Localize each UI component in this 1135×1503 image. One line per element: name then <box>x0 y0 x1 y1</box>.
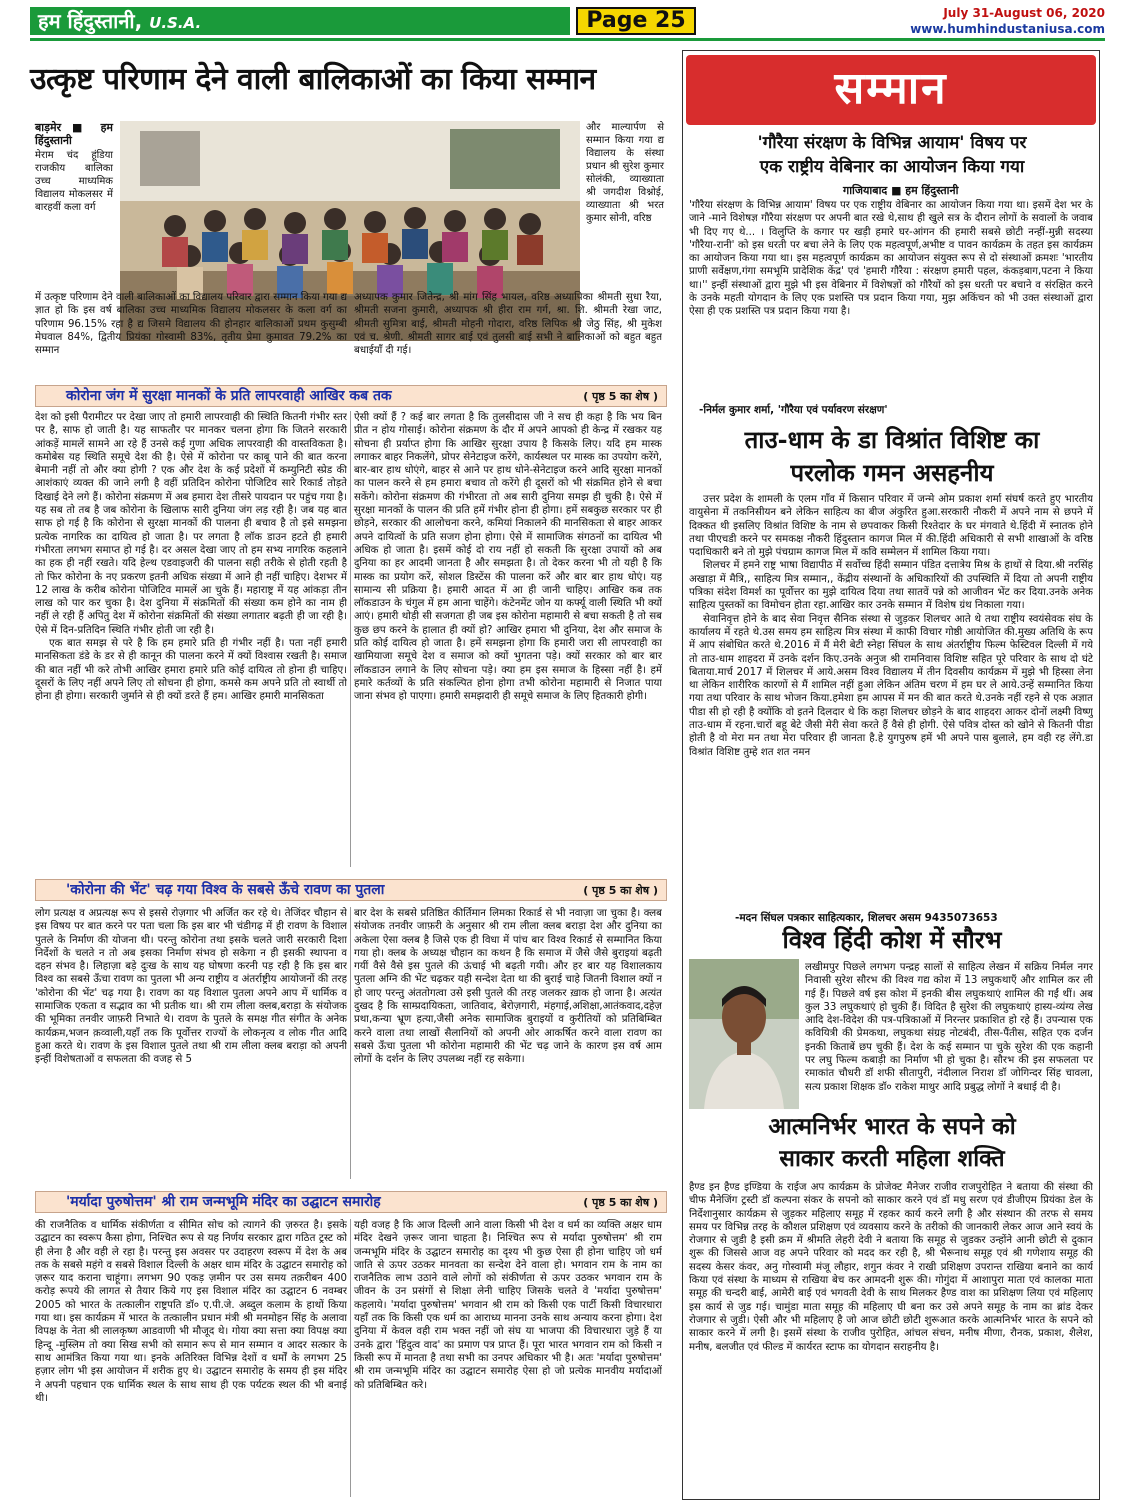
corona-paragraph-2: एक बात समझ से परे है कि हम हमारे प्रति ही गंभीर नहीं है। पता नहीं हमारी मानसिकता डंडे के डर से ही कानून की पालना करने में क्यों विश्वास रखती है। समाज की बात नहीं भी करे तोभी आखिर हमारा हमारे प्रति कोई दायित्व तो होना ही चाहिए। दूसरों के लिए नहीं अपने लिए तो सोचना ही होगा, कमसे कम अपने प्रति तो स्वार्थी तो होना ही होगा। सरकारी जुर्माने से ही क्यों डरते हैं हम। आखिर हमारी मानसिकता <box>35 638 347 703</box>
mahila-body: हैण्ड इन हैण्ड इण्डिया के राईज अप कार्यक्रम के प्रोजेक्ट मैनेजर राजीव राजपुरोहित ने बताया की संस्था की चीफ मैनेजिंग ट्रस्टी डॉ कल्पना संकर के सपनो को साकार करने एवं डॉ मधु सरण एवं डीजीएम प्रियंका डेल के निर्देशानुसार कार्यक्रम से जुड़कर महिलाए समूह में रहकर कार्य करने लगी है और संस्थान की तरफ से समय समय पर विभिन्न तरह के कौशल प्रशिक्षण एवं व्यवसाय करने के तरीको की जानकारी लेकर आज आने स्वयं के रोजगार से जुडी है इसी क्रम में श्रीमति लेहरी देवी ने बताया कि समूह से जुडकर उन्होंने आनी छोटी से दुकान शुरू की जिससे आज वह अपने परिवार को मदद कर रही है, श्री भैरूनाथ समूह एवं श्री गणेशाय समूह की सदस्य केसर कंवर, अनु गोस्वामी मंजू लौहार, शगुन कंवर ने राखी प्रशिक्षण उपरान्त राखिया बनाने का कार्य किया एवं संस्था के माध्यम से राखिया बेच कर आमदनी शुरू की। गोगुंदा में आशापुरा माता एवं कालका माता समूह की चन्दरी बाई, आमेरी बाई एवं भगवती देवी के साथ मिलकर हैण्ड वाश का प्रशिक्षण लिया एवं महिलाए इस कार्य से जुड गई। चामुंडा माता समूह की महिलाए घी बना कर उसे अपने समूह के नाम का ब्रांड देकर रोजगार से जुडी। ऐसी और भी महिलाए है जो आज छोटी छोटी शुरूआत करके आत्मनिर्भर भारत के सपने को साकार करने में लगी है। इसमें संस्था के राजीव पुरोहित, आंचल संचन, मनीष मीणा, रौनक, प्रकाश, शैलेश, मनीष, बलजीत एवं फील्ड में कार्यरत स्टाफ का योगदान सराहनीय है। <box>689 1182 1093 1353</box>
goraiya-dateline: गाजियाबाद ■ हम हिंदुस्तानी <box>843 184 959 197</box>
portrait-image <box>689 959 799 1109</box>
tau-headline-line2: परलोक गमन असहनीय <box>790 458 994 487</box>
issue-date: July 31-August 06, 2020 <box>943 6 1105 20</box>
tau-paragraph-2: शिलचर में हमने राष्ट्र भाषा विद्यापीठ में सर्वोच्च हिंदी सम्मान पंडित दत्तात्रेय मिश्र के हाथों से दिया.श्री नरसिंह अखाड़ा में मैत्रि,, साहित्य मित्र सम्मान,, केंद्रीय संस्थानों के अधिकारियों की उपस्थिति में दिया तो अपनी राष्ट्रीय पत्रिका संदेश विमर्श का पूर्वोत्तर का मुझे दायित्व दिया तथा सातवें पन्ने को आजीवन भेंट कर दिया.उनके अनेक साहित्य पुस्तकों का विमोचन होता रहा.आखिर कार उनके सम्मान में विशेष ग्रंथ निकाला गया। <box>689 560 1093 612</box>
lead-headline: उत्कृष्ट परिणाम देने वाली बालिकाओं का किया सम्मान <box>30 62 596 97</box>
mandir-body-col2: यही वजह है कि आज दिल्ली आने वाला किसी भी देश व धर्म का व्यक्ति अक्षर धाम मंदिर देखने ज़रूर जाना चाहता है। निश्चित रूप से मर्यादा पुरुषोत्तम' श्री राम जन्मभूमि मंदिर के उद्घाटन समारोह का दृश्य भी कुछ ऐसा ही होना चाहिए जो धर्म जाति से ऊपर उठकर मानवता का सन्देश देने वाला हो। भगवान राम के नाम का राजनैतिक लाभ उठाने वाले लोगों को संकीर्णता से ऊपर उठकर भगवान राम के जीवन के उन प्रसंगों से शिक्षा लेनी चाहिए जिसके चलते वे 'मर्यादा पुरुषोत्तम' कहलाये। 'मर्यादा पुरुषोत्तम' भगवान श्री राम को किसी एक पार्टी किसी विचारधारा यहाँ तक कि किसी एक धर्म का आराध्य मानना उनके साथ अन्याय करना होगा। देश दुनिया में केवल वही राम भक्त नहीं जो संघ या भाजपा की विचारधारा जुड़े हैं या उनके द्वारा 'हिंदुत्व वाद' का प्रमाण पत्र प्राप्त हैं। पूरा भारत भगवान राम को किसी न किसी रूप में मानता है तथा सभी का उनपर अधिकार भी है। अतः 'मर्यादा पुरुषोत्तम' श्री राम जन्मभूमि मंदिर का उद्घाटन समारोह ऐसा हो जो प्रत्येक मानवीय मर्यादाओं को प्रतिबिम्बित करे। <box>354 1220 662 1391</box>
corona-continued-label: ( पृष्ठ 5 का शेष ) <box>583 390 658 403</box>
lead-body-left: में उत्कृष्ट परिणाम देने वाली बालिकाओं का विद्यालय परिवार द्वारा सम्मान किया गया द्य ज्ञात हो कि इस वर्ष बालिका उच्च माध्यमिक विद्यालय मोकलसर के कला वर्ग का परिणाम 96.15% रहा है द्य जिसमे विद्यालय की होनहार बालिकाओं प्रथम कुसुम्बी मेघवाल 84%, द्वितीय प्रियंका गोस्वामी 83%, तृतीय प्रेमा कुमावत 79.2% का सम्मान <box>35 292 347 357</box>
page-number: Page 25 <box>576 7 696 35</box>
masthead <box>10 4 1125 38</box>
column-divider <box>350 1219 351 1497</box>
ravan-body-col2: बार देश के सबसे प्रतिष्ठित कीर्तिमान लिमका रिकार्ड से भी नवाज़ा जा चुका है। क्लब संयोजक तनवीर जाफ़री के अनुसार श्री राम लीला क्लब बराड़ा देश और दुनिया का अकेला ऐसा क्लब है जिसे एक ही विधा में पांच बार विश्व रिकार्ड से सम्मानित किया गया हो। क्लब के अध्यक्ष चौहान का कथन है कि समाज में जैसे जैसे बुराइयां बढ़ती गयीं वैसे वैसे इस पुतले की ऊंचाई भी बढ़ती गयी। और हर बार यह विशालकाय पुतला अग्नि की भेंट चढ़कर यही सन्देश देता था की बुराई चाहे जितनी विशाल क्यों न हो जाए परन्तु अंततोगत्वा उसे इसी पुतले की तरह जलकर ख़ाक हो जाना है। अत्यंत दुखद है कि साम्प्रदायिकता, जातिवाद, बेरोज़गारी, मंहगाई,अशिक्षा,आतंकवाद,दहेज़ प्रथा,कन्या भ्रूण हत्या,जैसी अनेक सामाजिक बुराइयों व कुरीतियों को प्रतिबिम्बित करने वाला तथा लाखों सैलानियों को अपनी ओर आकर्षित करने वाला रावण का सबसे ऊँचा पुतला भी कोरोना महामारी की भेंट चढ़ जाने के कारण इस वर्ष आम लोगों के दर्शन के लिए उपलब्ध नहीं रह सकेगा। <box>354 908 662 1066</box>
lead-story-side: और माल्यार्पण से सम्मान किया गया द्य विद्यालय के संस्था प्रधान श्री सुरेश कुमार सोलंकी, व्याख्याता श्री जगदीश विश्नोई, व्याख्याता श्री भरत कुमार सोनी, वरिष्ठ <box>586 122 664 224</box>
goraiya-body: 'गौरैया संरक्षण के विभिन्न आयाम' विषय पर एक राष्ट्रीय वेबिनार का आयोजन किया गया था। इसमें देश भर के जाने -माने विशेषज्ञ गौरैया संरक्षण पर अपनी बात रखे थे,साथ ही खुले सत्र के दौरान लोगों के सवालों के जवाब भी दिए गए थे... । विलुप्ति के कगार पर खड़ी हमारे घर-आंगन की हमारी सबसे छोटी नन्हीं-मुन्नी सदस्या 'गौरैया-रानी' को इस धरती पर बचा लेने के लिए एक महत्वपूर्ण,अभीष्ट व पावन कार्यक्रम के तहत इस कार्यक्रम का आयोजन किया गया था। इस महत्वपूर्ण कार्यक्रम का आयोजन संयुक्त रूप से दो संस्थाओं क्रमशः 'भारतीय प्राणी सर्वेक्षण,गंगा समभूमि प्रादेशिक केंद्र' एवं 'हमारी गौरैया : संरक्षण हमारी पहल, कंकड़बाग,पटना ने किया था।'' इन्हीं संस्थाओं द्वारा मुझे भी इस वेबिनार में विशेषज्ञों को गौरैयों को इस धरती पर बचाने व संरक्षित करने के उनके महती योगदान के लिए एक प्रशस्ति पत्र प्रदान किया गया, मुझ अकिंचन को भी उक्त संस्थाओं द्वारा ऐसा ही एक प्रशस्ति पत्र प्रदान किया गया है। <box>689 200 1093 318</box>
mandir-continued-label: ( पृष्ठ 5 का शेष ) <box>583 1196 658 1209</box>
column-divider <box>350 411 351 867</box>
mahila-headline <box>691 1111 1093 1175</box>
corona-section-band <box>35 385 667 407</box>
goraiya-author: -निर्मल कुमार शर्मा, 'गौरैया एवं पर्यावरण संरक्षण' <box>699 404 888 416</box>
paper-name-text: हम हिंदुस्तानी, <box>38 9 143 33</box>
lead-story-intro <box>35 121 113 214</box>
tau-paragraph-1: उत्तर प्रदेश के शामली के एलम गाँव में किसान परिवार में जन्मे ओम प्रकाश शर्मा संघर्ष करते हुए भारतीय वायुसेना में तकनिसीयन बने लेकिन साहित्य का बीज अंकुरित हुआ.सरकारी नौकरी में अपने नाम से छपने में दिक्कत थी इसलिए विश्रांत विशिष्ट के नाम से छपवाकर किसी रिश्तेदार के घर मंगवाते थे.हिंदी में स्नातक होने तथा पीएचडी करने पर समकक्ष नौकरी हिंदुस्तान कागज मिल में की.हिंदी अधिकारी से सभी शाखाओं के वरिष्ठ पदाधिकारी बने तो मुझे पंचग्राम कागज मिल में कवि सम्मेलन में शामिल किया गया। <box>689 494 1093 559</box>
paper-name <box>30 7 570 35</box>
mandir-section-band <box>35 1191 667 1213</box>
corona-section-title: कोरोना जंग में सुरक्षा मानकों के प्रति लापरवाही आखिर कब तक <box>66 388 392 404</box>
mandir-body-col1: की राजनैतिक व धार्मिक संकीर्णता व सीमित सोच को त्यागने की ज़रुरत है। इसके उद्घाटन का स्वरूप कैसा होगा, निश्चित रूप से यह निर्णय सरकार द्वारा गठित ट्रस्ट को ही लेना है और वही ले रहा है। परन्तु इस अवसर पर उदाहरण स्वरूप में देश के अब तक के सबसे महंगे व सबसे विशाल दिल्ली के अक्षर धाम मंदिर के उद्घाटन समारोह को ज़रूर याद कराना चाहूंगा। लगभग 90 एकड़ ज़मीन पर उस समय तक़रीबन 400 करोड़ रूपये की लागत से तैयार किये गए इस विशाल मंदिर का उद्घाटन 6 नवम्बर 2005 को भारत के तत्कालीन राष्ट्रपति डॉ० ए.पी.जे. अब्दुल कलाम के हाथों किया गया था। इस कार्यक्रम में भारत के तत्कालीन प्रधान मंत्री श्री मनमोहन सिंह के अलावा विपक्ष के नेता श्री लालकृष्ण आडवाणी भी मौजूद थे। गोया क्या सत्ता क्या विपक्ष क्या हिन्दू -मुस्लिम तो क्या सिख सभी को समान रूप से मान सम्मान व आदर सत्कार के साथ आमंत्रित किया गया था। इनके अतिरिक्त विभिन्न देशों व धर्मों के लगभग 25 हज़ार लोग भी इस आयोजन में शरीक हुए थे। उद्घाटन समारोह के समय ही इस मंदिर ने अपनी पहचान एक धार्मिक स्थल के साथ साथ ही एक पर्यटक स्थल की भी बनाई थी। <box>35 1220 347 1404</box>
samman-column <box>682 50 1100 1500</box>
tau-author: -मदन सिंघल पत्रकार साहित्यकार, शिलचर असम 9435073653 <box>735 912 998 924</box>
ravan-section-title: 'कोरोना की भेंट' चढ़ गया विश्व के सबसे ऊँचे रावण का पुतला <box>66 882 385 898</box>
masthead-rule <box>30 38 1105 41</box>
samman-banner <box>686 55 1096 125</box>
tau-paragraph-3: सेवानिवृत्त होने के बाद सेवा निवृत्त सैनिक संस्था से जुड़कर शिलचर आते थे तथा राष्ट्रीय स्वयंसेवक संघ के कार्यालय में रहते थे.उस समय हम साहित्य मित्र संस्था में काफी विचार गोष्ठी आयोजित की.मुख्य अतिथि के रूप में आप संबोधित करते थे.2016 में मैं मेरी बेटी स्नेहा सिंघल के साथ अंतर्राष्ट्रीय फिल्म फेस्टिवल दिल्ली में गये तो ताउ-धाम शाहदरा में उनके दर्शन किए.उनके अनुज श्री रामनिवास विशिष्ट सहित पूरे परिवार के साथ दो घंटे बिताया.मार्च 2017 में शिलचर में आये.असम विश्व विद्यालय में तीन दिवसीय कार्यक्रम में मुझे भी हिस्सा लेना था लेकिन शारीरिक कारणों से मैं शामिल नहीं हुआ लेकिन अंतिम चरण में हम घर ले आये.उन्हें सम्मानित किया गया तथा परिवार के साथ भोजन किया.हमेशा हम आपस में मन की बात करते थे.उनके नहीं रहने से एक अज्ञात पीडा सी हो रही है क्योंकि वो इतने दिलदार थे कि कहा शिलचर छोड़ने के बाद शाहदरा आकर दोनों लक्ष्मी विष्णु ताउ-धाम में रहना.चारों बहू बेटे जैसी मेरी सेवा करते हैं वैसे ही होगी. ऐसे पवित्र दोस्त को खोने से कितनी पीडा होती है वो मेरा मन तथा मेरा परिवार ही जानता है.हे युगपुरुष हमें भी अपने पास बुलाले, हम वही रह लेंगे.डा विश्रांत विशिष्ट तुम्हे शत शत नमन <box>689 613 1093 758</box>
tau-body <box>689 493 1093 939</box>
author-portrait <box>689 959 799 1109</box>
mahila-headline-line2: साकार करती महिला शक्ति <box>779 1145 1005 1172</box>
kosh-body: लखीमपुर पिछले लगभग पन्द्रह सालों से साहित्य लेखन में सक्रिय निर्मल नगर निवासी सुरेश सौरभ की विश्व गद्य कोश में 13 लघुकथाएँ और शामिल कर ली गई हैं। पिछले वर्ष इस कोश में इनकी बीस लघुकथाएं शामिल की गईं थीं। अब कुल 33 लघुकथाएं हो चुकी हैं। विदित है सुरेश की लघुकथाएं हास्य-व्यंग्य लेख आदि देश-विदेश की पत्र-पत्रिकाओं में निरन्तर प्रकाशित हो रहे हैं। उपन्यास एक कवियित्री की प्रेमकथा, लघुकथा संग्रह नोटबंदी, तीस-पैंतीस, सहित एक दर्जन इनकी किताबें छप चुकी हैं। देश के कई सम्मान पा चुके सुरेश की एक कहानी पर लघु फिल्म कबाड़ी का निर्माण भी हो चुका है। सौरभ की इस सफलता पर रमाकांत चौधरी डॉ शफी सीतापुरी, नंदीलाल निराश डॉ जोगिन्दर सिंह चावला, सत्य प्रकाश शिक्षक डॉ० राकेश माथुर आदि प्रबुद्ध लोगों ने बधाई दी है। <box>805 962 1093 1093</box>
corona-paragraph-1: देश को इसी पैरामीटर पर देखा जाए तो हमारी लापरवाही की स्थिति कितनी गंभीर स्तर पर है, साफ हो जाती है। यह साफतौर पर मानकर चलना होगा कि जितने सरकारी आंकड़ें मामलें सामने आ रहे हैं उनसे कई गुणा अधिक लापरवाही की वास्तविकता है। कमोबेस यह स्थिति समूचे देश की है। ऐसे में कोरोना पर काबू पाने की बात करना बेमानी नहीं तो और क्या होगी ? एक और देश के कई प्रदेशों में कम्युनिटी स्प्रेड की आशंकाएं व्यक्त की जाने लगी है वहीं प्रतिदिन कोरोना पोजिटिव सारे रिकार्ड तोड़ते दिखाई देने लगे हैं। कोरोना संक्रमण में अब हमारा देश तीसरे पायदान पर पहुंच गया है। यह सब तो तब है जब कोरोना के खिलाफ सारी दुनिया जंग लड़ रही है। जब यह बात साफ हो गई है कि कोरोना से सुरक्षा मानकों की पालना ही बचाव है तो इसे समझना प्रत्येक नागरिक का दायित्व हो जाता है। पर लगता है लॉक डाउन हटते ही हमारी गंभीरता लगभग समाप्त हो गई है। दर असल देखा जाए तो हम सभ्य नागरिक कहलाने का हक ही नहीं रखते। यदि हेल्थ एडवाइजरी की पालना सही तरीके से होती रहती है तो फिर कोरोना के नए प्रकरण इतनी अधिक संख्या में आने ही नहीं चाहिए। देशभर में 12 लाख के करीब कोरोना पोजिटिव मामलें आ चुके हैं। महाराष्ट्र में यह आंकड़ा तीन लाख को पार कर चुका है। देश दुनिया में संक्रमितों की संख्या कम होने का नाम ही नहीं ले रही हैं अपितु देश में कोरोना संक्रमितों की संख्या लगातार बढ़ती ही जा रही है। ऐसे में दिन-प्रतिदिन स्थिति गंभीर होती जा रही है। <box>35 412 347 636</box>
website-link[interactable]: www.humhindustaniusa.com <box>910 22 1105 36</box>
ravan-continued-label: ( पृष्ठ 5 का शेष ) <box>583 884 658 897</box>
corona-body-col1 <box>35 411 347 867</box>
tau-headline <box>691 423 1093 489</box>
goraiya-headline-line2: एक राष्ट्रीय वेबिनार का आयोजन किया गया <box>759 157 1025 177</box>
goraiya-headline <box>691 131 1093 179</box>
goraiya-headline-line1: 'गौरैया संरक्षण के विभिन्न आयाम' विषय पर <box>757 133 1027 153</box>
left-column <box>30 55 668 1500</box>
mahila-headline-line1: आत्मनिर्भर भारत के सपने को <box>768 1113 1016 1140</box>
kosh-headline: विश्व हिंदी कोश में सौरभ <box>782 925 1002 954</box>
tau-headline-line1: ताउ-धाम के डा विश्रांत विशिष्ट का <box>744 425 1040 454</box>
lead-body-right: अध्यापक कुमार जितेन्द्र, श्री मांग सिंह भायल, वरिष्ठ अध्यापिका श्रीमती सुधा रैया, श्रीमती सजना कुमारी, अध्यापक श्री हीरा राम गर्ग, श्रा. शि. श्रीमती रेखा जाट, श्रीमती सुमित्रा बाई, श्रीमती मोहनी गोदारा, वरिष्ठ लिपिक श्री जेठु सिंह, श्री मुकेश एवं च. श्रेणी. श्रीमती सागर बाई एवं तुलसी बाई सभी ने बालिकाओं को बहुत बहुत बधाईयाँ दी गई। <box>354 292 662 357</box>
column-divider <box>350 907 351 1179</box>
corona-body-col2: ऐसी क्यों हैं ? कई बार लगता है कि तुलसीदास जी ने सच ही कहा है कि भय बिन प्रीत न होय गोसाई। कोरोना संक्रमण के दौर में अपने आपको ही केन्द्र में रखकर यह सोचना ही प्रर्याप्त होगा कि आखिर सुरक्षा उपाय है किसके लिए। यदि हम मास्क लगाकर बाहर निकलेंगे, प्रोपर सेनेटाइज करेंगे, कार्यस्थल पर मास्क का उपयोग करेंगे, बार-बार हाथ धोएंगे, बाहर से आने पर हाथ धोने-सेनेटाइज करने आदि सुरक्षा मानकों का पालन करने से हम हमारा बचाव तो करेंगे ही दूसरों को भी संक्रमित होने से बचा सकेंगे। कोरोना संक्रमण की गंभीरता तो अब सारी दुनिया समझ ही चुकी है। ऐसे में सुरक्षा मानकों के पालन की प्रति हमें गंभीर होना ही होगा। हमें सबकुछ सरकार पर ही छोड़ने, सरकार की आलोचना करने, कमियां निकालने की मानसिकता से बाहर आकर अपने दायित्वों के प्रति सजग होना होगा। ऐसे में सामाजिक संगठनों का दायित्व भी अधिक हो जाता है। इसमें कोई दो राय नहीं हो सकती कि सुरक्षा उपायों को अब दुनिया का हर आदमी जानता है और समझता है। तो देकर करना भी तो यही है कि मास्क का प्रयोग करें, सोशल डिस्टेंस की पालना करें और बार बार हाथ धोएं। यह सामान्य सी प्रक्रिया है। हमारी आदत में आ ही जानी चाहिए। आखिर कब तक लॉकडाउन के चंगुल में हम आना चाहेंगे। कंटेनमेंट जोन या कर्फ्यू वाली स्थिति भी क्यों आएं। हमारी थोड़ी सी सजगता ही जब इस कोरोना महामारी से बचा सकती है तो सब कुछ छप करने के हालात ही क्यों हो? आखिर हमारा भी दुनिया, देश और समाज के प्रति कोई दायित्व हो जाता है। हमें समझना होगा कि हमारी जरा सी लापरवाही का खामियाजा समूचे देश व समाज को क्यों भुगतना पड़े। क्यों सरकार को बार बार लॉकडाउन लगाने के लिए सोचना पड़े। क्या हम इस समाज के हिस्सा नहीं है। हमें हमारे कर्तव्यों के प्रति संकल्पित होना होगा तभी कोरोना महामारी से निजात पाया जाना संभव हो पाएगा। हमारी समझदारी ही समूचे समाज के लिए हितकारी होगी। <box>354 412 662 703</box>
lead-dateline: बाड़मेर ■ हम हिंदुस्तानी <box>35 121 113 147</box>
lead-intro-text: मेराम चंद हूंडिया राजकीय बालिका उच्च माध्यमिक विद्यालय मोकलसर में बारहवीं कला वर्ग <box>35 150 113 213</box>
paper-region: U.S.A. <box>149 14 202 32</box>
ravan-section-band <box>35 879 667 901</box>
samman-banner-title: सम्मान <box>834 63 948 114</box>
ravan-body-col1: लोग प्रत्यक्ष व अप्रत्यक्ष रूप से इससे रोज़गार भी अर्जित कर रहे थे। तेजिंदर चौहान से इस विषय पर बात करने पर पता चला कि इस बार भी चंडीगढ़ में ही रावण के विशाल पुतले के निर्माण की योजना थी। परन्तु कोरोना तथा इसके चलते जारी सरकारी दिशा निर्देशों के चलते न तो अब इसका निर्माण संभव हो सकेगा न ही इसकी स्थापना व दहन संभव है। लिहाज़ा बड़े दुःख के साथ यह घोषणा करनी पड़ रही है कि इस बार विश्व का सबसे ऊँचा रावण का पुतला भी अन्य राष्ट्रीय व अंतर्राष्ट्रीय आयोजनों की तरह 'कोरोना की भेंट' चढ़ गया है। रावण का यह विशाल पुतला अपने आप में धार्मिक व सामाजिक एकता व सद्भाव का भी प्रतीक था। श्री राम लीला क्लब,बराड़ा के संयोजक की भूमिका तनवीर जाफ़री निभाते थे। रावण के पुतले के समक्ष गीत संगीत के अनेक कार्यक्रम,भजन क़व्वाली,यहाँ तक कि पूर्वोत्तर राज्यों के लोकनृत्य व लोक गीत आदि हुआ करते थे। रावण के इस विशाल पुतले तथा श्री राम लीला क्लब बराड़ा को अपनी इन्हीं विशेषताओं व सफलता की वजह से 5 <box>35 908 347 1066</box>
mandir-section-title: 'मर्यादा पुरुषोत्तम' श्री राम जन्मभूमि मंदिर का उद्घाटन समारोह <box>66 1194 381 1210</box>
